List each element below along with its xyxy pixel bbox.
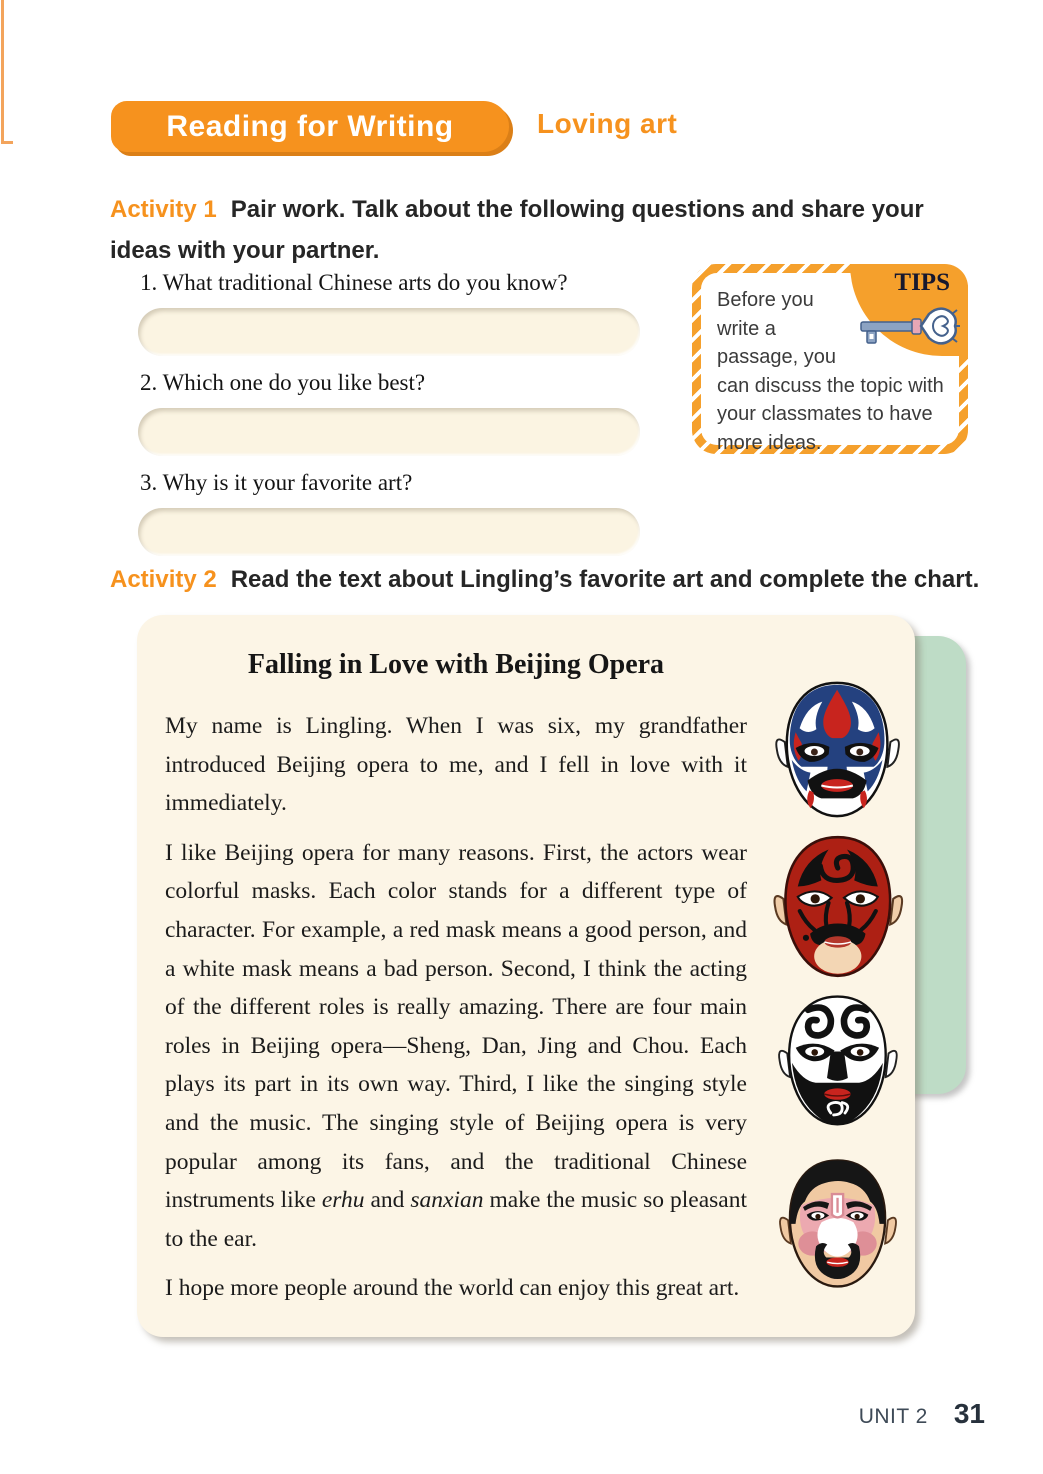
tips-text: Before you write a passage, you can discuss the topic with your classmates to have more ideas.: [717, 289, 944, 454]
question-number: 2.: [140, 370, 158, 395]
question-item: [138, 466, 640, 556]
question-text: [140, 466, 640, 500]
activity1-heading: [110, 189, 988, 271]
answer-blank-1[interactable]: [138, 308, 640, 356]
white-black-jing-opera-mask-icon: [774, 989, 902, 1131]
footer-unit-label: UNIT 2: [858, 1405, 928, 1428]
question-label: Why is it your favorite art?: [162, 470, 413, 495]
question-number: 3.: [140, 470, 158, 495]
page-edge-mark: [1, 0, 4, 144]
passage-paragraph: I like Beijing opera for many reasons. First, the actors wear colorful masks. Each color stands for a different type of character. For example, a red mask means a good person, and a white mask means a bad person. Second, I think the acting of the different roles is really amazing. There are four main roles in Beijing opera—Sheng, Dan, Jing and Chou. Each plays its part in its own way. Third, I like the singing style and the music. The singing style of Beijing opera is very popular among its fans, and the traditional Chinese instruments like erhu and sanxian make the music so pleasant to the ear.: [165, 839, 748, 1252]
question-list: [138, 266, 640, 566]
question-item: [138, 366, 640, 456]
reading-passage-card: [137, 615, 915, 1337]
section-banner: [111, 101, 509, 152]
question-text: [140, 366, 640, 400]
chou-clown-opera-mask-icon: [775, 1153, 901, 1293]
tips-title: TIPS: [894, 269, 950, 296]
activity1-instruction: Pair work. Talk about the following questions and share your ideas with your partner.: [110, 196, 924, 264]
question-label: What traditional Chinese arts do you know?: [162, 270, 568, 295]
blue-jing-opera-mask-icon: [771, 675, 904, 823]
question-item: [138, 266, 640, 356]
activity2-instruction: Read the text about Lingling’s favorite art and complete the chart.: [230, 566, 980, 593]
passage-paragraph: My name is Lingling. When I was six, my grandfather introduced Beijing opera to me, and I fell in love with it immediately.: [165, 713, 747, 817]
question-text: [140, 266, 640, 300]
passage-body: [165, 707, 747, 1319]
section-banner-label: Reading for Writing: [166, 109, 454, 143]
activity1-label: Activity 1: [110, 196, 217, 223]
question-number: 1.: [140, 270, 158, 295]
page-footer: [859, 1398, 985, 1430]
answer-blank-3[interactable]: [138, 508, 640, 556]
footer-page-number: 31: [953, 1398, 985, 1429]
activity2-label: Activity 2: [110, 566, 217, 593]
unit-topic-label: Loving art: [537, 108, 678, 139]
red-jing-opera-mask-icon: [769, 829, 908, 983]
opera-masks-column: [767, 675, 909, 1293]
question-label: Which one do you like best?: [162, 370, 426, 395]
passage-title: Falling in Love with Beijing Opera: [247, 649, 665, 680]
tips-box: [692, 264, 968, 454]
passage-paragraph: I hope more people around the world can enjoy this great art.: [165, 1275, 740, 1302]
answer-blank-2[interactable]: [138, 408, 640, 456]
ornate-key-icon: [859, 301, 961, 355]
activity2-heading: [110, 559, 988, 600]
